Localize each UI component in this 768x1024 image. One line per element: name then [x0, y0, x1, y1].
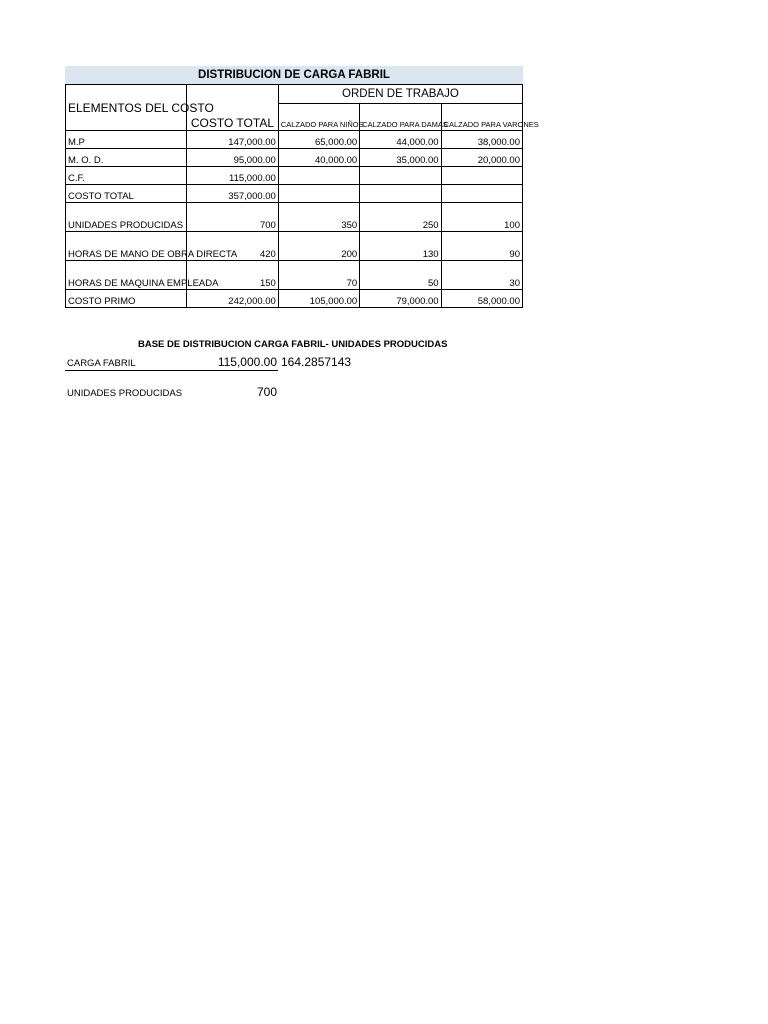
cell-damas: 35,000.00	[360, 149, 441, 167]
row-label: HORAS DE MAQUINA EMPLEADA	[66, 261, 187, 290]
cell-damas: 44,000.00	[360, 131, 441, 149]
table-row	[66, 290, 523, 308]
row-label: HORAS DE MANO DE OBRA DIRECTA	[66, 232, 187, 261]
cell-damas	[360, 185, 441, 203]
header-orden-trabajo: ORDEN DE TRABAJO	[278, 85, 522, 104]
carga-fabril-label: CARGA FABRIL	[67, 358, 136, 369]
cell-total: 150	[187, 261, 279, 290]
cell-varones: 58,000.00	[441, 290, 522, 308]
cell-damas: 250	[360, 203, 441, 232]
cell-total: 115,000.00	[187, 167, 279, 185]
unidades-value: 700	[256, 385, 277, 399]
cell-varones: 100	[441, 203, 522, 232]
cell-total: 357,000.00	[187, 185, 279, 203]
cell-damas: 50	[360, 261, 441, 290]
cell-total: 700	[187, 203, 279, 232]
divider-line	[65, 370, 278, 371]
cell-ninos: 70	[278, 261, 359, 290]
row-label: UNIDADES PRODUCIDAS	[66, 203, 187, 232]
cell-ninos	[278, 167, 359, 185]
table-row	[66, 203, 523, 232]
cell-damas: 79,000.00	[360, 290, 441, 308]
cell-total: 147,000.00	[187, 131, 279, 149]
header-costo-total: COSTO TOTAL	[187, 85, 279, 131]
header-varones: CALZADO PARA VARONES	[441, 104, 522, 131]
row-label: M.P	[66, 131, 187, 149]
cell-total: 242,000.00	[187, 290, 279, 308]
cell-ninos: 40,000.00	[278, 149, 359, 167]
cell-varones	[441, 185, 522, 203]
base-distribution-title: BASE DE DISTRIBUCION CARGA FABRIL- UNIDADES PRODUCIDAS	[138, 339, 448, 350]
cell-ninos: 350	[278, 203, 359, 232]
table-row	[66, 232, 523, 261]
cost-table	[65, 84, 539, 308]
cell-varones: 38,000.00	[441, 131, 522, 149]
cell-ninos: 65,000.00	[278, 131, 359, 149]
row-label: C.F.	[66, 167, 187, 185]
carga-fabril-value: 115,000.00	[217, 355, 277, 369]
cell-damas: 130	[360, 232, 441, 261]
row-label: COSTO PRIMO	[66, 290, 187, 308]
table-row	[66, 131, 523, 149]
cell-varones: 30	[441, 261, 522, 290]
table-row	[66, 185, 523, 203]
distribution-rate: 164.2857143	[281, 355, 352, 369]
unidades-label: UNIDADES PRODUCIDAS	[67, 388, 183, 399]
cell-total: 420	[187, 232, 279, 261]
cell-varones: 90	[441, 232, 522, 261]
header-damas: CALZADO PARA DAMAS	[360, 104, 441, 131]
cell-ninos: 105,000.00	[278, 290, 359, 308]
cell-varones: 20,000.00	[441, 149, 522, 167]
table-row	[66, 261, 523, 290]
table-row	[66, 149, 523, 167]
sheet-title: DISTRIBUCION DE CARGA FABRIL	[65, 66, 523, 84]
header-elementos: ELEMENTOS DEL COSTO	[66, 85, 187, 131]
cell-total: 95,000.00	[187, 149, 279, 167]
row-label: M. O. D.	[66, 149, 187, 167]
cell-ninos	[278, 185, 359, 203]
table-row	[66, 167, 523, 185]
cell-damas	[360, 167, 441, 185]
header-ninos: CALZADO PARA NIÑOS	[278, 104, 359, 131]
cell-varones	[441, 167, 522, 185]
cell-ninos: 200	[278, 232, 359, 261]
row-label: COSTO TOTAL	[66, 185, 187, 203]
